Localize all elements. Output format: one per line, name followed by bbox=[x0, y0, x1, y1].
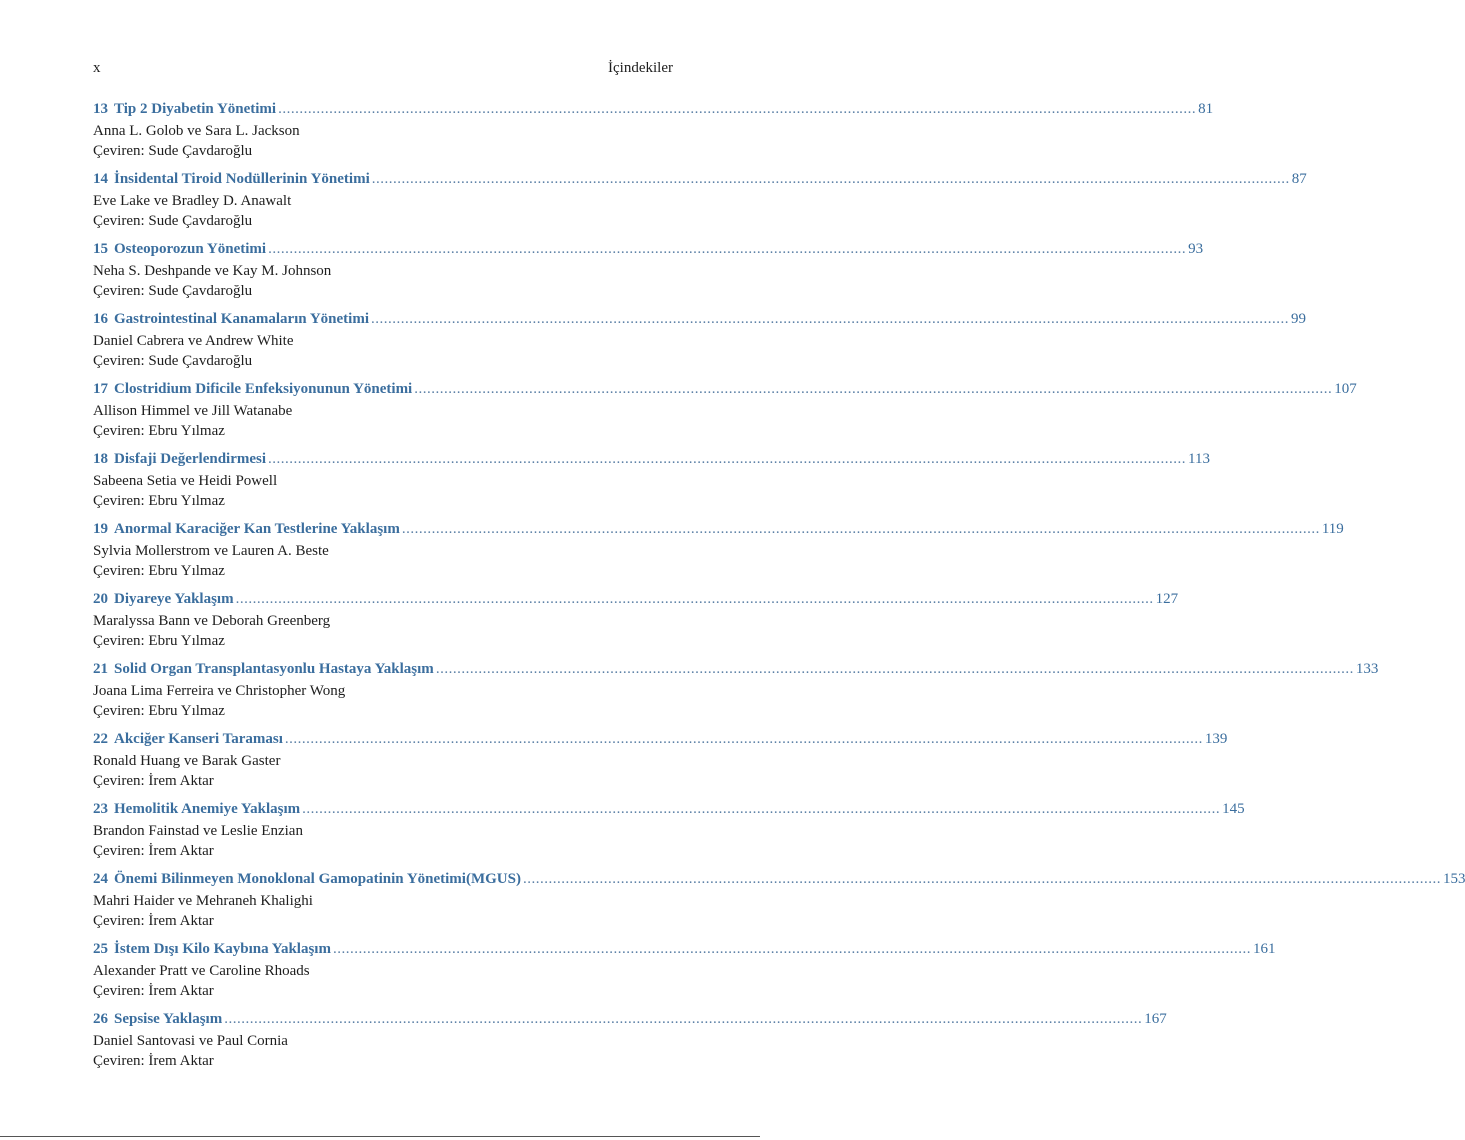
chapter-translator: Çeviren: Sude Çavdaroğlu bbox=[93, 143, 253, 159]
section-title: İçindekiler bbox=[608, 60, 673, 76]
toc-entry[interactable] bbox=[93, 311, 1306, 381]
chapter-translator: Çeviren: İrem Aktar bbox=[93, 1053, 214, 1069]
chapter-page-number: 119 bbox=[1321, 521, 1344, 537]
dot-leader bbox=[402, 521, 1320, 538]
dot-leader bbox=[268, 451, 1186, 468]
chapter-translator: Çeviren: Ebru Yılmaz bbox=[93, 563, 225, 579]
chapter-number: 19 bbox=[93, 521, 108, 537]
toc-entry[interactable] bbox=[93, 801, 1245, 871]
chapter-title[interactable]: Anormal Karaciğer Kan Testlerine Yaklaşım bbox=[114, 521, 400, 537]
dot-leader bbox=[371, 311, 1289, 328]
toc-entry-title-row[interactable] bbox=[93, 521, 1344, 541]
toc-entry-title-row[interactable] bbox=[93, 241, 1204, 261]
chapter-page-number: 167 bbox=[1144, 1011, 1167, 1027]
chapter-title[interactable]: Disfaji Değerlendirmesi bbox=[114, 451, 267, 467]
chapter-translator: Çeviren: Sude Çavdaroğlu bbox=[93, 283, 253, 299]
chapter-authors: Sabeena Setia ve Heidi Powell bbox=[93, 473, 278, 489]
chapter-title[interactable]: Tip 2 Diyabetin Yönetimi bbox=[114, 101, 277, 117]
chapter-number: 13 bbox=[93, 101, 108, 117]
toc-entry[interactable] bbox=[93, 451, 1210, 521]
chapter-number: 22 bbox=[93, 731, 108, 747]
toc-entry-title-row[interactable] bbox=[93, 801, 1245, 821]
chapter-number: 26 bbox=[93, 1011, 108, 1027]
toc-entry-title-row[interactable] bbox=[93, 101, 1214, 121]
chapter-authors: Joana Lima Ferreira ve Christopher Wong bbox=[93, 683, 346, 699]
bottom-rule bbox=[0, 1136, 760, 1137]
dot-leader bbox=[333, 941, 1251, 958]
chapter-title[interactable]: Osteoporozun Yönetimi bbox=[114, 241, 267, 257]
chapter-title[interactable]: Hemolitik Anemiye Yaklaşım bbox=[114, 801, 301, 817]
chapter-translator: Çeviren: İrem Aktar bbox=[93, 773, 214, 789]
dot-leader bbox=[236, 591, 1154, 608]
chapter-translator: Çeviren: İrem Aktar bbox=[93, 983, 214, 999]
page-header bbox=[93, 60, 673, 80]
chapter-page-number: 145 bbox=[1222, 801, 1245, 817]
dot-leader bbox=[268, 241, 1186, 258]
chapter-page-number: 161 bbox=[1252, 941, 1276, 957]
chapter-number: 18 bbox=[93, 451, 108, 467]
chapter-title[interactable]: Solid Organ Transplantasyonlu Hastaya Yaklaşım bbox=[114, 661, 434, 677]
chapter-title[interactable]: Akciğer Kanseri Taraması bbox=[114, 731, 283, 747]
toc-entry-title-row[interactable] bbox=[93, 381, 1357, 401]
toc-entry-title-row[interactable] bbox=[93, 591, 1179, 611]
chapter-translator: Çeviren: Sude Çavdaroğlu bbox=[93, 353, 253, 369]
chapter-page-number: 107 bbox=[1334, 381, 1357, 397]
chapter-translator: Çeviren: Ebru Yılmaz bbox=[93, 423, 225, 439]
toc-entry[interactable] bbox=[93, 171, 1307, 241]
chapter-title[interactable]: Clostridium Dificile Enfeksiyonunun Yönetimi bbox=[114, 381, 413, 397]
chapter-authors: Daniel Cabrera ve Andrew White bbox=[93, 333, 294, 349]
toc-entry-title-row[interactable] bbox=[93, 311, 1306, 331]
chapter-number: 21 bbox=[93, 661, 108, 677]
chapter-authors: Mahri Haider ve Mehraneh Khalighi bbox=[93, 893, 313, 909]
chapter-authors: Anna L. Golob ve Sara L. Jackson bbox=[93, 123, 300, 139]
dot-leader bbox=[224, 1011, 1142, 1028]
chapter-page-number: 127 bbox=[1155, 591, 1179, 607]
toc-entry[interactable] bbox=[93, 661, 1379, 731]
dot-leader bbox=[436, 661, 1354, 678]
chapter-authors: Maralyssa Bann ve Deborah Greenberg bbox=[93, 613, 331, 629]
chapter-number: 14 bbox=[93, 171, 108, 187]
chapter-translator: Çeviren: İrem Aktar bbox=[93, 913, 214, 929]
chapter-authors: Allison Himmel ve Jill Watanabe bbox=[93, 403, 293, 419]
chapter-number: 20 bbox=[93, 591, 108, 607]
chapter-authors: Neha S. Deshpande ve Kay M. Johnson bbox=[93, 263, 332, 279]
toc-entry[interactable] bbox=[93, 731, 1228, 801]
chapter-number: 16 bbox=[93, 311, 108, 327]
chapter-translator: Çeviren: Ebru Yılmaz bbox=[93, 633, 225, 649]
chapter-number: 17 bbox=[93, 381, 108, 397]
chapter-authors: Ronald Huang ve Barak Gaster bbox=[93, 753, 281, 769]
toc-entry[interactable] bbox=[93, 381, 1357, 451]
dot-leader bbox=[414, 381, 1332, 398]
chapter-page-number: 133 bbox=[1355, 661, 1379, 677]
chapter-translator: Çeviren: Ebru Yılmaz bbox=[93, 493, 225, 509]
toc-entry-title-row[interactable] bbox=[93, 731, 1228, 751]
toc-entry-title-row[interactable] bbox=[93, 871, 1465, 891]
chapter-title[interactable]: Gastrointestinal Kanamaların Yönetimi bbox=[114, 311, 369, 327]
toc-entry-title-row[interactable] bbox=[93, 941, 1276, 961]
chapter-page-number: 81 bbox=[1198, 101, 1214, 117]
chapter-page-number: 93 bbox=[1188, 241, 1204, 257]
chapter-translator: Çeviren: Ebru Yılmaz bbox=[93, 703, 225, 719]
chapter-title[interactable]: Diyareye Yaklaşım bbox=[114, 591, 234, 607]
dot-leader bbox=[285, 731, 1203, 748]
page-number: x bbox=[93, 60, 101, 76]
toc-entry-title-row[interactable] bbox=[93, 661, 1379, 681]
chapter-title[interactable]: İnsidental Tiroid Nodüllerinin Yönetimi bbox=[114, 171, 370, 187]
chapter-authors: Brandon Fainstad ve Leslie Enzian bbox=[93, 823, 303, 839]
dot-leader bbox=[372, 171, 1290, 188]
dot-leader bbox=[278, 101, 1196, 118]
chapter-translator: Çeviren: İrem Aktar bbox=[93, 843, 214, 859]
chapter-authors: Daniel Santovasi ve Paul Cornia bbox=[93, 1033, 288, 1049]
toc-entry[interactable] bbox=[93, 871, 1465, 941]
chapter-authors: Eve Lake ve Bradley D. Anawalt bbox=[93, 193, 292, 209]
dot-leader bbox=[523, 871, 1441, 888]
chapter-page-number: 139 bbox=[1204, 731, 1228, 747]
chapter-translator: Çeviren: Sude Çavdaroğlu bbox=[93, 213, 253, 229]
chapter-page-number: 153 bbox=[1442, 871, 1465, 887]
chapter-number: 23 bbox=[93, 801, 108, 817]
chapter-number: 24 bbox=[93, 871, 108, 887]
toc-entry[interactable] bbox=[93, 241, 1204, 311]
toc-entry[interactable] bbox=[93, 521, 1344, 591]
toc-entry[interactable] bbox=[93, 941, 1276, 1011]
toc-entry[interactable] bbox=[93, 591, 1179, 661]
toc-entry[interactable] bbox=[93, 1011, 1167, 1081]
toc-entry-title-row[interactable] bbox=[93, 451, 1210, 471]
chapter-page-number: 99 bbox=[1291, 311, 1306, 327]
chapter-title[interactable]: Önemi Bilinmeyen Monoklonal Gamopatinin Yönetimi(MGUS) bbox=[114, 871, 521, 887]
dot-leader bbox=[302, 801, 1220, 818]
chapter-authors: Sylvia Mollerstrom ve Lauren A. Beste bbox=[93, 543, 329, 559]
toc-entry[interactable] bbox=[93, 101, 1214, 171]
chapter-page-number: 113 bbox=[1188, 451, 1210, 467]
chapter-authors: Alexander Pratt ve Caroline Rhoads bbox=[93, 963, 310, 979]
chapter-number: 25 bbox=[93, 941, 108, 957]
table-of-contents bbox=[93, 101, 1465, 1081]
toc-entry-title-row[interactable] bbox=[93, 1011, 1167, 1031]
toc-entry-title-row[interactable] bbox=[93, 171, 1307, 191]
chapter-title[interactable]: Sepsise Yaklaşım bbox=[114, 1011, 223, 1027]
chapter-number: 15 bbox=[93, 241, 108, 257]
chapter-title[interactable]: İstem Dışı Kilo Kaybına Yaklaşım bbox=[114, 941, 331, 957]
chapter-page-number: 87 bbox=[1291, 171, 1307, 187]
